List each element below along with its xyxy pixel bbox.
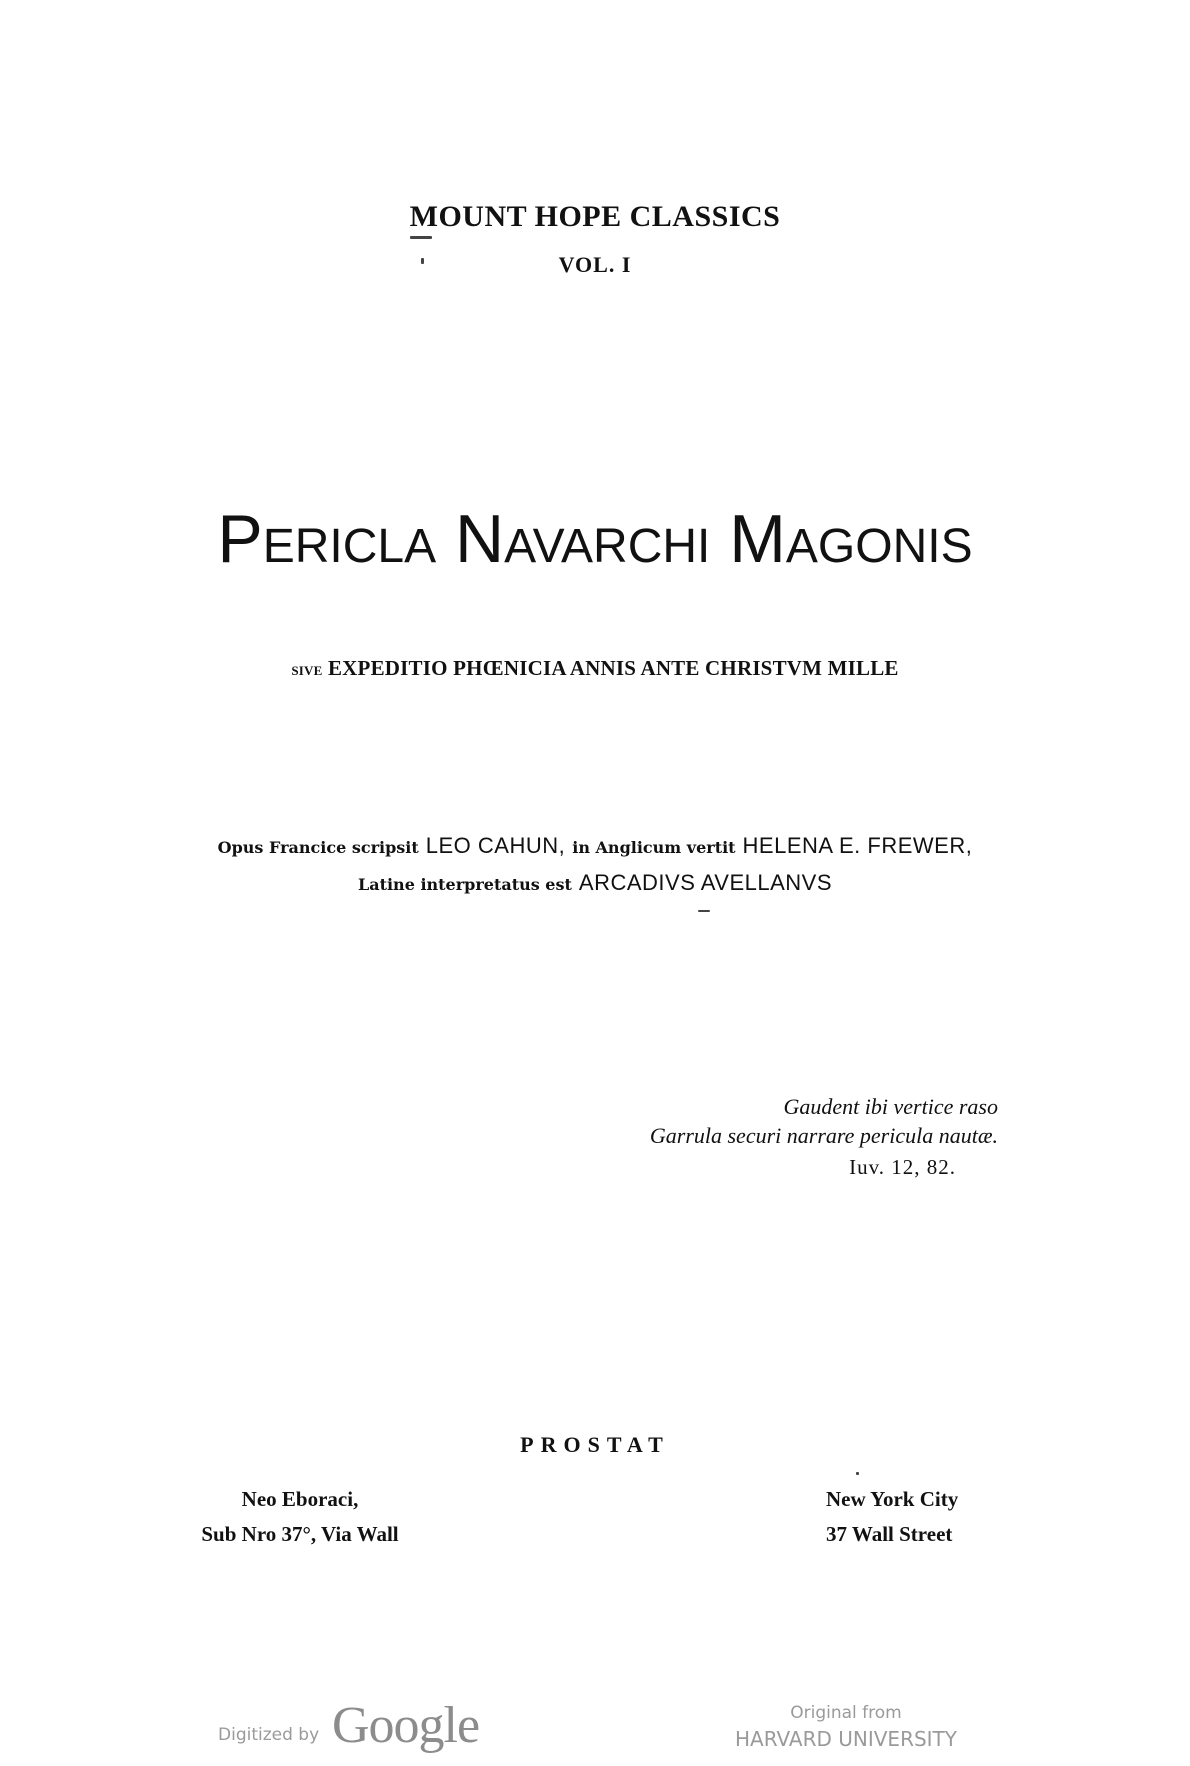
credits-line-2 (0, 865, 1190, 902)
ink-mark (856, 1472, 859, 1475)
subtitle-text: EXPEDITIO PHŒNICIA ANNIS ANTE CHRISTVM MILLE (327, 656, 899, 680)
original-source (716, 1700, 976, 1752)
ink-mark (410, 236, 432, 239)
imprint-latin-line-2: Sub Nro 37°, Via Wall (201, 1522, 399, 1546)
credits-text: Latine interpretatus est (357, 875, 572, 894)
imprint-latin (180, 1482, 420, 1552)
epigraph-citation: Iuv. 12, 82. (849, 1155, 956, 1179)
imprint-latin-line-1: Neo Eboraci, (241, 1487, 359, 1511)
credits-line-1 (0, 828, 1190, 865)
imprint-english-line-2: 37 Wall Street (826, 1522, 953, 1546)
book-subtitle (0, 656, 1190, 681)
author-name: LEO CAHUN, (425, 833, 566, 858)
ink-mark (421, 258, 424, 264)
prostat-heading: PROSTAT (520, 1432, 670, 1457)
original-from-label: Original from (790, 1703, 902, 1723)
credits-text: in Anglicum vertit (572, 838, 736, 857)
google-logo: Google (332, 1697, 480, 1754)
book-title: Pericla Navarchi Magonis (217, 501, 973, 577)
latin-translator-name: ARCADIVS AVELLANVS (578, 870, 833, 895)
ink-mark (698, 910, 710, 912)
series-title: MOUNT HOPE CLASSICS (409, 200, 781, 233)
credits-text: Opus Francice scripsit (217, 838, 419, 857)
volume-number: VOL. I (558, 252, 632, 277)
epigraph-line-1: Gaudent ibi vertice raso (783, 1094, 998, 1119)
credits-block (0, 828, 1190, 902)
digitized-by-label: Digitized by (218, 1725, 320, 1745)
translator-name: HELENA E. FREWER, (742, 833, 973, 858)
epigraph-line-2: Garrula securi narrare pericula nautæ. (649, 1123, 998, 1148)
university-name: HARVARD UNIVERSITY (734, 1727, 957, 1751)
imprint-english-line-1: New York City (826, 1487, 959, 1511)
imprint-english (826, 1482, 1016, 1552)
subtitle-prefix: sive (291, 659, 323, 679)
epigraph (650, 1092, 998, 1182)
